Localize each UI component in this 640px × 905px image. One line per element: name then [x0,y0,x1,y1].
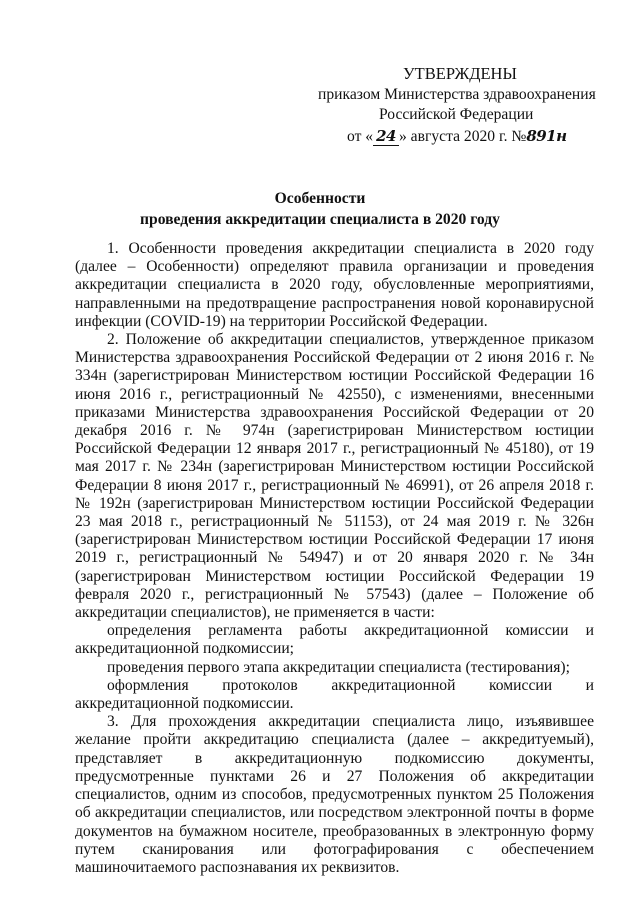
approval-title: УТВЕРЖДЕНЫ [403,64,517,83]
paragraph-2-item-1: определения регламента работы аккредитационной комиссии и аккредитационной подкомиссии; [75,622,594,658]
approval-block [318,64,618,147]
approval-country-line: Российской Федерации [379,106,534,123]
paragraph-3: 3. Для прохождения аккредитации специалиста лицо, изъявившее желание пройти аккредитацию специалиста (далее – аккредитуемый), представляет в аккредитационную подкомиссию документы, предусмотренные пунктами 26 и 27 Положения об аккредитации специалистов, одним из способов, предусмотренных пунктом 25 Положения об аккредитации специалистов, или посредством электронной почты в форме документов на бумажном носителе, преобразованных в электронную форму путем сканирования или фотографирования с обеспечением машиночитаемого распознавания их реквизитов. [75,713,594,876]
paragraph-1: 1. Особенности проведения аккредитации специалиста в 2020 году (далее – Особенности) определяют правила организации и проведения аккредитации специалиста в 2020 году, обусловленные мероприятиями, направленными на предотвращение распространения новой коронавирусной инфекции (COVID-19) на территории Российской Федерации. [75,240,594,330]
paragraph-2-item-3: оформления протоколов аккредитационной комиссии и аккредитационной подкомиссии. [75,676,594,713]
handwritten-date-day: 24 [373,127,399,146]
date-middle: » августа 2020 г. № [398,127,527,145]
approval-order-line: приказом Министерства здравоохранения [318,85,596,103]
handwritten-order-number: 891н [526,126,567,145]
document-title: Особенности [274,190,366,207]
paragraph-2-item-2: проведения первого этапа аккредитации специалиста (тестирования); [107,658,570,676]
document-body [75,240,594,877]
paragraph-2: 2. Положение об аккредитации специалистов, утвержденное приказом Министерства здравоохранения Российской Федерации от 2 июня 2016 г. № 334н (зарегистрирован Министерством юстиции Российской Федерации 16 июня 2016 г., регистрационный № 42550), с изменениями, внесенными приказами Министерства здравоохранения Российской Федерации от 20 декабря 2016 г. № 974н (зарегистрирован Министерством юстиции Российской Федерации 12 января 2017 г., регистрационный № 45180), от 19 мая 2017 г. № 234н (зарегистрирован Министерством юстиции Российской Федерации 8 июня 2017 г., регистрационный № 46991), от 26 апреля 2018 г. № 192н (зарегистрирован Министерством юстиции Российской Федерации 23 мая 2018 г., регистрационный № 51153), от 24 мая 2019 г. № 326н (зарегистрирован Министерством юстиции Российской Федерации 17 июня 2019 г., регистрационный № 54947) и от 20 января 2020 г. № 34н (зарегистрирован Министерством юстиции Российской Федерации 19 февраля 2020 г., регистрационный № 57543) (далее – Положение об аккредитации специалистов), не применяется в части: [75,331,594,622]
date-prefix: от « [347,127,374,145]
document-subtitle: проведения аккредитации специалиста в 2020 году [140,211,500,228]
approval-date-line [318,126,618,148]
